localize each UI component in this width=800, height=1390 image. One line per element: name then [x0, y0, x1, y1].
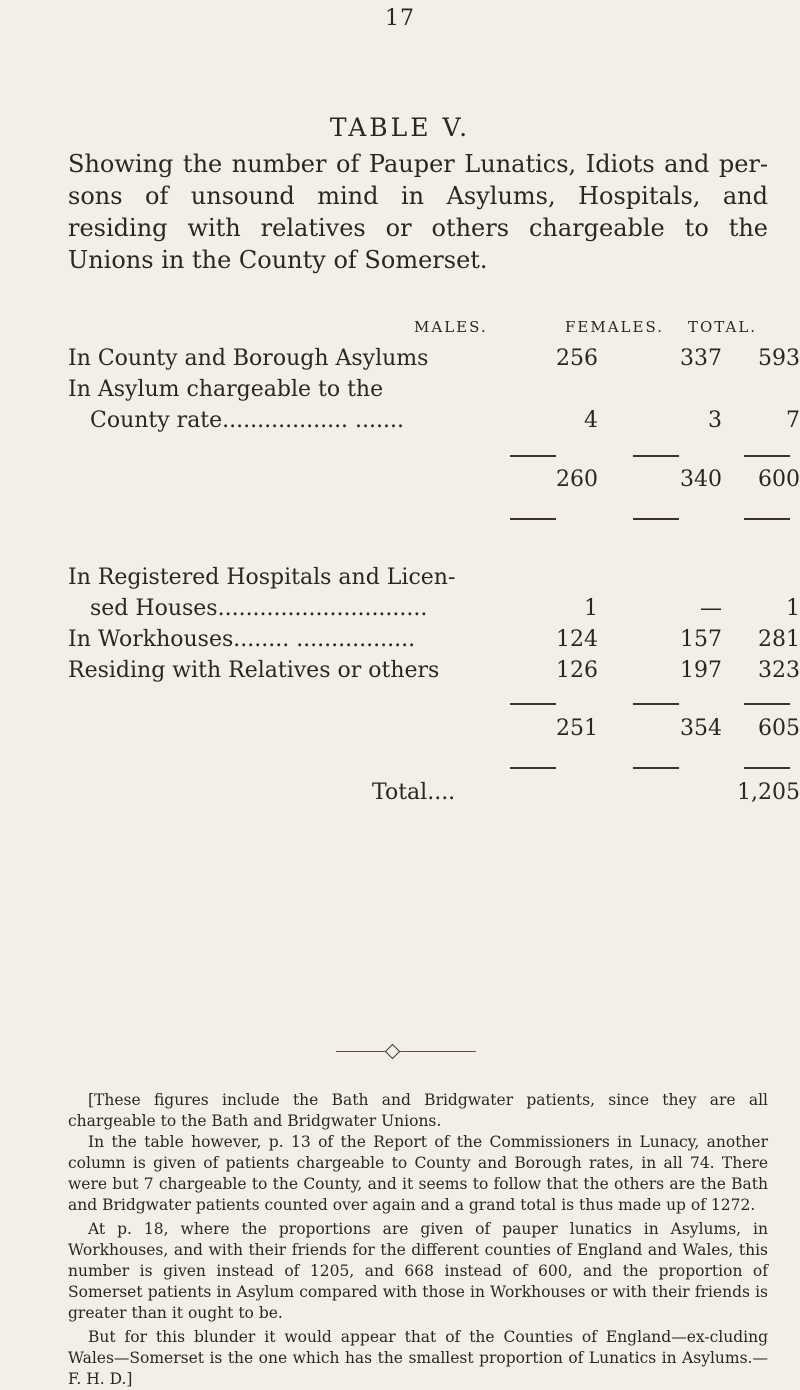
table-row — [68, 565, 768, 595]
subtotal-rule — [744, 455, 790, 457]
intro-text: Showing the number of Pauper Lunatics, Idiots and per-sons of unsound mind in Asylums, Hospitals, and residing with relatives or others chargeable to the Unions in the County of Somerset. — [68, 150, 768, 274]
note-paragraph: [These figures include the Bath and Bridgwater patients, since they are all chargeable to the Bath and Bridgwater Unions. — [68, 1091, 768, 1130]
males-value: 4 — [584, 408, 598, 433]
header-total: TOTAL. — [688, 318, 758, 336]
table-row — [68, 377, 768, 407]
males-value: 1 — [584, 596, 598, 621]
subtotal-row — [68, 716, 800, 746]
subtotal-rule — [633, 703, 679, 705]
total-value: 1 — [786, 596, 800, 621]
subtotal-rule — [510, 767, 556, 769]
males-value: 124 — [556, 627, 598, 652]
subtotal-rule — [633, 518, 679, 520]
row-label: County rate.................. ....... — [90, 408, 404, 433]
grand-total-label: Total.... — [372, 780, 456, 805]
total-value: 281 — [758, 627, 800, 652]
note-paragraph: In the table however, p. 13 of the Report of the Commissioners in Lunacy, another column is given of patients chargeable to County and Borough rates, in all 74. There were but 7 chargeable to the County, and it seems to follow that the others are the Bath and Bridgwater patients counted over again and a grand total is thus made up of 1272. — [68, 1133, 768, 1214]
row-label: In Registered Hospitals and Licen- — [68, 565, 456, 590]
subtotal-rule — [510, 518, 556, 520]
males-subtotal: 251 — [556, 716, 598, 741]
females-value: 157 — [680, 627, 722, 652]
intro-paragraph — [68, 148, 768, 276]
table-row — [68, 658, 800, 688]
diamond-ornament-icon — [385, 1044, 401, 1060]
males-subtotal: 260 — [556, 467, 598, 492]
females-subtotal: 354 — [680, 716, 722, 741]
table-row — [68, 596, 800, 626]
subtotal-rule — [633, 767, 679, 769]
subtotal-rule — [744, 703, 790, 705]
females-value: 3 — [708, 408, 722, 433]
table-row — [68, 346, 800, 376]
total-subtotal: 600 — [758, 467, 800, 492]
total-value: 323 — [758, 658, 800, 683]
total-value: 593 — [758, 346, 800, 371]
subtotal-row — [68, 467, 800, 497]
subtotal-rule — [744, 767, 790, 769]
header-females: FEMALES. — [565, 318, 664, 336]
row-label: In County and Borough Asylums — [68, 346, 429, 371]
males-value: 126 — [556, 658, 598, 683]
table-row — [68, 627, 800, 657]
note-paragraph: But for this blunder it would appear that of the Counties of England—ex-cluding Wales—Somerset is the one which has the smallest proportion of Lunatics in Asylums.—F. H. D.] — [68, 1328, 768, 1388]
table-row — [68, 408, 800, 438]
females-value: 337 — [680, 346, 722, 371]
subtotal-rule — [744, 518, 790, 520]
footnote — [68, 1090, 768, 1390]
subtotal-rule — [510, 703, 556, 705]
row-label: In Workhouses........ ................. — [68, 627, 416, 652]
row-label: In Asylum chargeable to the — [68, 377, 384, 402]
grand-total-row — [68, 780, 800, 810]
subtotal-rule — [510, 455, 556, 457]
row-label: Residing with Relatives or others — [68, 658, 440, 683]
grand-total-value: 1,205 — [737, 780, 800, 805]
males-value: 256 — [556, 346, 598, 371]
females-subtotal: 340 — [680, 467, 722, 492]
header-males: MALES. — [414, 318, 488, 336]
note-paragraph: At p. 18, where the proportions are given of pauper lunatics in Asylums, in Workhouses, and with their friends for the different counties of England and Wales, this number is given instead of 1205, and 668 instead of 600, and the proportion of Somerset patients in Asylum compared with those in Workhouses or with their friends is greater than it ought to be. — [68, 1220, 768, 1322]
total-value: 7 — [786, 408, 800, 433]
subtotal-rule — [633, 455, 679, 457]
page-number: 17 — [385, 6, 415, 31]
row-label: sed Houses.............................. — [90, 596, 428, 621]
table-title: TABLE V. — [329, 113, 471, 142]
females-value: — — [700, 596, 722, 621]
total-subtotal: 605 — [758, 716, 800, 741]
females-value: 197 — [680, 658, 722, 683]
divider-line — [336, 1051, 476, 1052]
